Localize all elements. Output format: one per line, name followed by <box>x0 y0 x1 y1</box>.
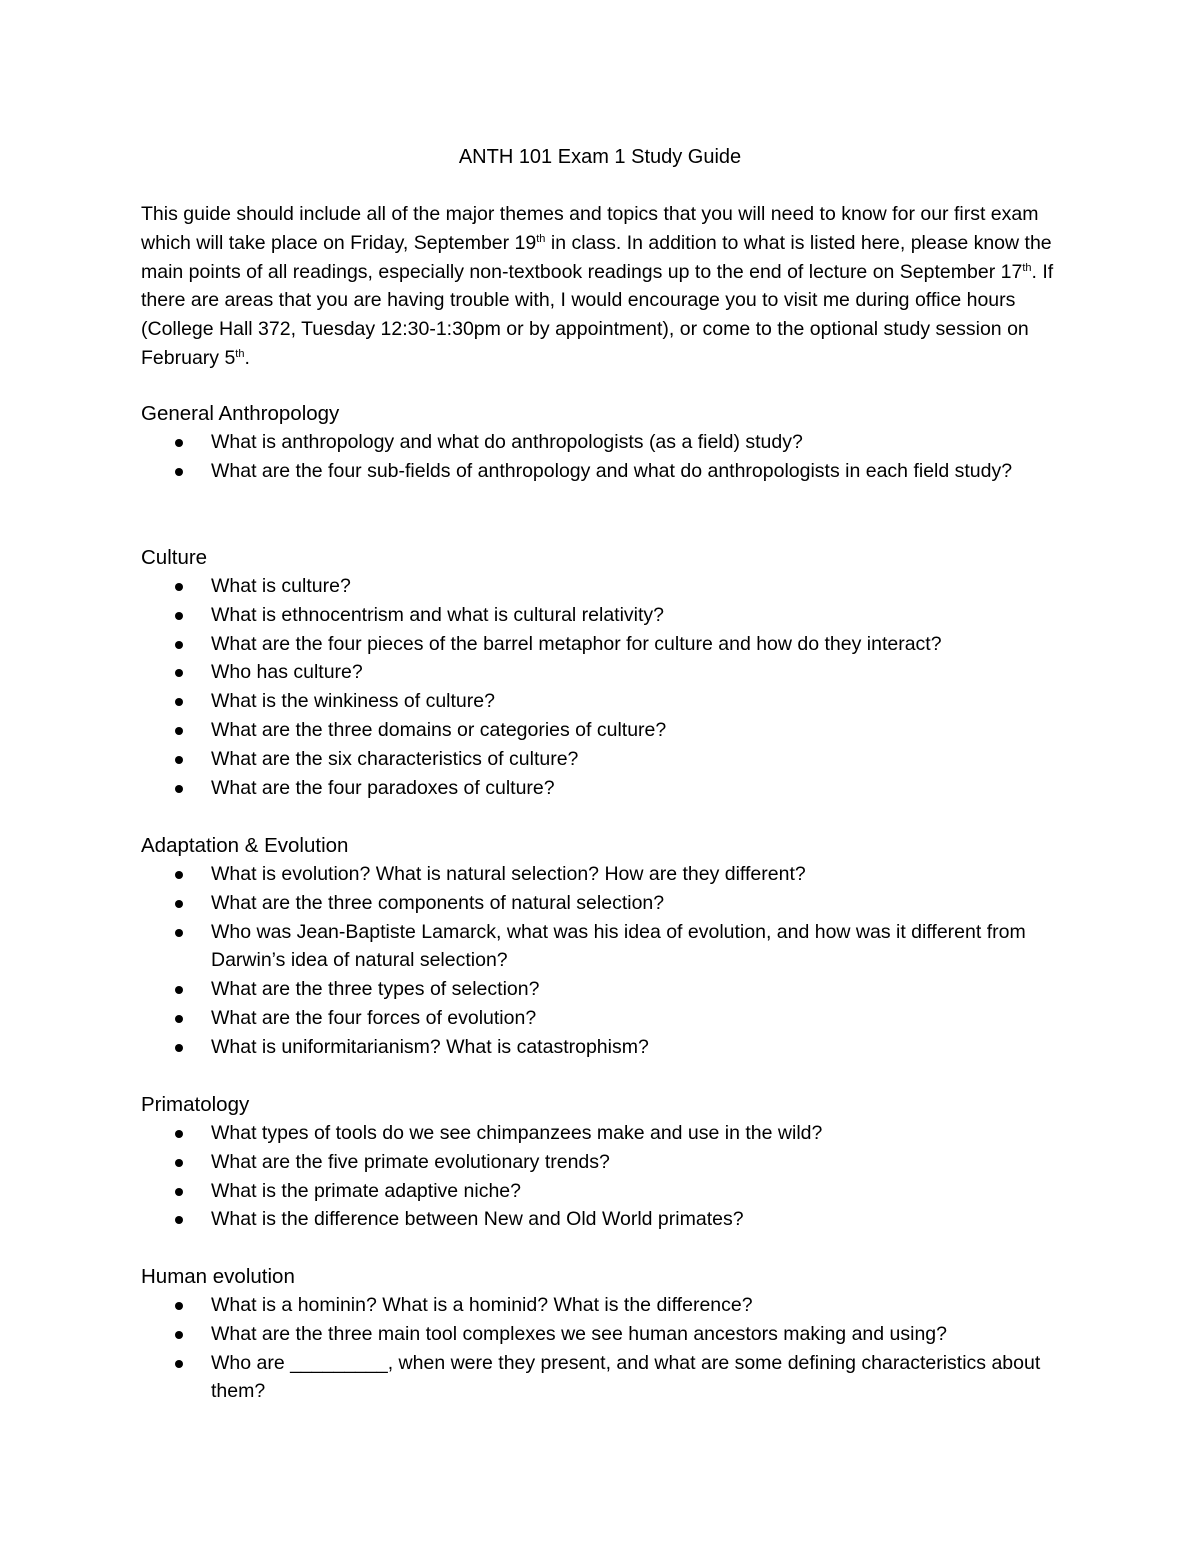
list-item: What is uniformitarianism? What is catastrophism? <box>141 1033 1056 1062</box>
list-item: What is a hominin? What is a hominid? What is the difference? <box>141 1291 1056 1320</box>
bullet-icon <box>175 1188 183 1196</box>
list-item: What are the six characteristics of culture? <box>141 745 1056 774</box>
section-primatology <box>141 1090 1056 1234</box>
bullet-icon <box>175 1159 183 1167</box>
section-heading: Culture <box>141 546 208 569</box>
list-item: What is culture? <box>141 572 1056 601</box>
question-list <box>141 860 1056 1062</box>
section-heading: General Anthropology <box>141 402 340 425</box>
bullet-icon <box>175 871 183 879</box>
bullet-icon <box>175 612 183 620</box>
section-heading: Human evolution <box>141 1265 295 1288</box>
bullet-icon <box>175 1044 183 1052</box>
intro-text: This guide should include all of the major themes and topics that you will need to know for our first exam which will take place on Friday, September 19 <box>141 203 1039 254</box>
bullet-icon <box>175 986 183 994</box>
ordinal-suffix: th <box>235 347 245 360</box>
list-item: What is anthropology and what do anthropologists (as a field) study? <box>141 428 1056 457</box>
bullet-icon <box>175 1015 183 1023</box>
list-item: Who was Jean-Baptiste Lamarck, what was his idea of evolution, and how was it different from Darwin’s idea of natural selection? <box>141 918 1056 976</box>
list-item: What are the three main tool complexes we see human ancestors making and using? <box>141 1320 1056 1349</box>
list-item: What are the four sub-fields of anthropology and what do anthropologists in each field study? <box>141 457 1056 486</box>
section-general-anthropology <box>141 399 1056 486</box>
bullet-icon <box>175 727 183 735</box>
section-human-evolution <box>141 1262 1056 1406</box>
question-list <box>141 572 1056 802</box>
list-item: What is evolution? What is natural selection? How are they different? <box>141 860 1056 889</box>
list-item: What are the four pieces of the barrel metaphor for culture and how do they interact? <box>141 630 1056 659</box>
question-list <box>141 428 1056 486</box>
intro-paragraph <box>141 200 1056 373</box>
list-item: Who has culture? <box>141 658 1056 687</box>
list-item: What are the three components of natural selection? <box>141 889 1056 918</box>
bullet-icon <box>175 1302 183 1310</box>
bullet-icon <box>175 1360 183 1368</box>
bullet-icon <box>175 1130 183 1138</box>
ordinal-suffix: th <box>1022 261 1032 274</box>
section-culture <box>141 543 1056 802</box>
intro-text: in class. In addition to what is listed here, please know the main points of all readings, especially non-textbook readings up to the end of lecture on September 17 <box>141 231 1052 283</box>
bullet-icon <box>175 1216 183 1224</box>
list-item: What are the three domains or categories of culture? <box>141 716 1056 745</box>
bullet-icon <box>175 583 183 591</box>
list-item: What is the primate adaptive niche? <box>141 1177 1056 1206</box>
section-heading: Primatology <box>141 1093 250 1116</box>
list-item: What is the difference between New and Old World primates? <box>141 1205 1056 1234</box>
list-item: What are the three types of selection? <box>141 975 1056 1004</box>
intro-text: . <box>244 346 250 369</box>
section-adaptation-evolution <box>141 831 1056 1062</box>
bullet-icon <box>175 929 183 937</box>
intro-text: . If there are areas that you are having trouble with, I would encourage you to visit me during office hours (College Hall 372, Tuesday 12:30-1:30pm or by appointment), or come to the optional study session on February 5 <box>141 260 1054 369</box>
bullet-icon <box>175 641 183 649</box>
question-list <box>141 1119 1056 1234</box>
bullet-icon <box>175 900 183 908</box>
list-item: What types of tools do we see chimpanzees make and use in the wild? <box>141 1119 1056 1148</box>
bullet-icon <box>175 439 183 447</box>
question-list <box>141 1291 1056 1406</box>
bullet-icon <box>175 1331 183 1339</box>
ordinal-suffix: th <box>536 232 546 245</box>
bullet-icon <box>175 698 183 706</box>
bullet-icon <box>175 785 183 793</box>
list-item: What is the winkiness of culture? <box>141 687 1056 716</box>
document-title: ANTH 101 Exam 1 Study Guide <box>458 146 742 168</box>
bullet-icon <box>175 669 183 677</box>
section-heading: Adaptation & Evolution <box>141 834 349 857</box>
list-item: What are the five primate evolutionary trends? <box>141 1148 1056 1177</box>
list-item: Who are _________, when were they present, and what are some defining characteristics about them? <box>141 1349 1056 1407</box>
bullet-icon <box>175 468 183 476</box>
bullet-icon <box>175 756 183 764</box>
list-item: What are the four forces of evolution? <box>141 1004 1056 1033</box>
list-item: What is ethnocentrism and what is cultural relativity? <box>141 601 1056 630</box>
list-item: What are the four paradoxes of culture? <box>141 774 1056 803</box>
